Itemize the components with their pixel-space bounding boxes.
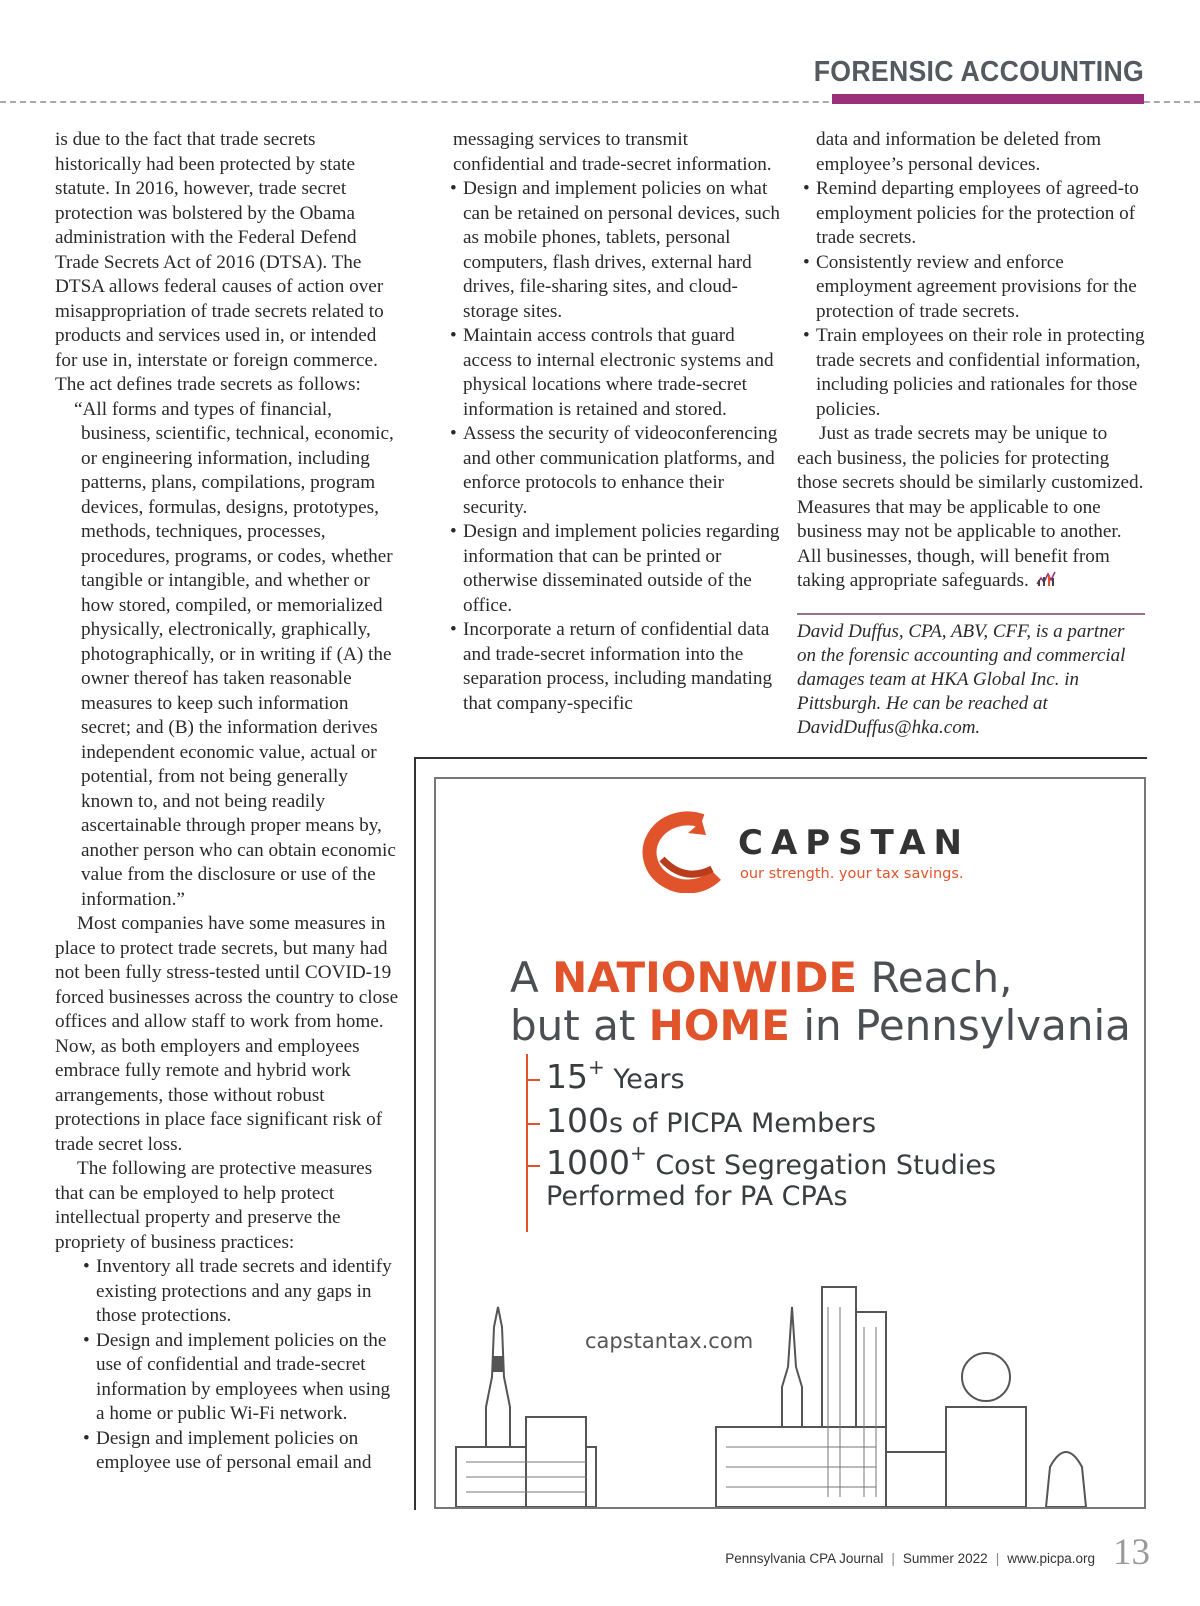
measures-list <box>79 1255 403 1476</box>
section-title-bar <box>832 94 1144 104</box>
stat-plus: + <box>588 1055 605 1079</box>
list-item: • Design and implement policies on the use of confidential and trade-secret information by employees when using a home or public Wi-Fi network. <box>79 1329 403 1427</box>
author-bio-text: David Duffus, CPA, ABV, CFF, is a partner on the forensic accounting and commercial damages team at HKA Global Inc. in Pittsburgh. He can be reached at DavidDuffus@hka.com. <box>797 621 1126 738</box>
list-item: • Design and implement policies regarding information that can be printed or otherwise disseminated outside of the office. <box>446 520 784 618</box>
list-item: • Assess the security of videoconferencing and other communication platforms, and enforce protocols to enhance their security. <box>446 422 784 520</box>
list-item: • Consistently review and enforce employment agreement provisions for the protection of trade secrets. <box>799 251 1145 325</box>
list-item-continuation: data and information be deleted from employee’s personal devices. <box>816 129 1102 175</box>
article-column-1 <box>55 128 403 1476</box>
capstan-c-logo-icon <box>632 809 732 893</box>
paragraph: is due to the fact that trade secrets historically had been protected by state statute. In 2016, however, trade secret protection was bolstered by the Obama administration with the Federal Defend Trade Secrets Act of 2016 (DTSA). The DTSA allows federal causes of action over misappropriation of trade secrets related to products and services used in, or intended for use in, interstate or foreign commerce. The act defines trade secrets as follows: <box>55 129 384 395</box>
ad-stat-members <box>546 1101 876 1140</box>
stat-label: Years <box>604 1064 685 1095</box>
stat-label: s of PICPA Members <box>609 1108 877 1139</box>
ad-brand-name: CAPSTAN <box>738 823 970 863</box>
list-item: • Inventory all trade secrets and identify existing protections and any gaps in those protections. <box>79 1255 403 1329</box>
stat-label: Cost Segregation Studies <box>646 1150 997 1181</box>
website-link[interactable]: www.picpa.org <box>1007 1551 1095 1566</box>
ad-timeline-tick <box>526 1165 540 1167</box>
author-bio <box>797 620 1145 740</box>
capstan-advertisement[interactable] <box>434 777 1146 1509</box>
headline-accent: HOME <box>648 1001 790 1050</box>
stat-number: 15 <box>546 1057 588 1096</box>
list-item: • Design and implement policies on employee use of personal email and <box>79 1427 403 1476</box>
philadelphia-skyline-illustration <box>436 1267 1144 1507</box>
paragraph: The following are protective measures that can be employed to help protect intellectual property and preserve the propriety of business practices: <box>55 1158 373 1253</box>
article-column-2 <box>446 128 784 716</box>
measures-list <box>446 177 784 716</box>
ad-headline <box>510 954 1131 1050</box>
issue-date: Summer 2022 <box>902 1551 988 1566</box>
bio-divider <box>797 613 1145 615</box>
list-item: • Train employees on their role in protecting trade secrets and confidential information, including policies and rationales for those policies. <box>799 324 1145 422</box>
section-title: FORENSIC ACCOUNTING <box>813 56 1144 88</box>
ad-website-link[interactable]: capstantax.com <box>585 1329 754 1353</box>
end-mark-icon <box>1035 570 1057 588</box>
page-footer: Pennsylvania CPA Journal | Summer 2022 | www.picpa.org <box>725 1551 1095 1566</box>
closing-text: Just as trade secrets may be unique to each business, the policies for protecting those secrets should be similarly customized. Measures that may be applicable to one business may not be applicable to another. All businesses, though, will benefit from taking appropriate safeguards. <box>797 423 1144 591</box>
journal-name: Pennsylvania CPA Journal <box>725 1551 884 1566</box>
headline-text: in Pennsylvania <box>790 1001 1131 1050</box>
ad-tagline: our strength. your tax savings. <box>740 866 964 882</box>
closing-paragraph <box>797 422 1145 594</box>
ad-stat-studies-line2: Performed for PA CPAs <box>546 1181 848 1212</box>
list-item: • Remind departing employees of agreed-to employment policies for the protection of trade secrets. <box>799 177 1145 251</box>
ad-stat-studies <box>546 1143 996 1182</box>
ad-timeline-tick <box>526 1079 540 1081</box>
list-item: • Design and implement policies on what can be retained on personal devices, such as mobile phones, tablets, personal computers, flash drives, external hard drives, file-sharing sites, and cloud-storage sites. <box>446 177 784 324</box>
dtsa-quote: “All forms and types of financial, business, scientific, technical, economic, or engineering information, including patterns, plans, compilations, program devices, formulas, designs, prototypes, methods, techniques, processes, procedures, programs, or codes, whether tangible or intangible, and whether or how stored, compiled, or memorialized physically, electronically, graphically, photographically, or in writing if (A) the owner thereof has taken reasonable measures to keep such information secret; and (B) the information derives independent economic value, actual or potential, from not being generally known to, and not being readily ascertainable through proper means by, another person who can obtain economic value from the disclosure or use of the information.” <box>74 398 396 910</box>
stat-plus: + <box>629 1141 647 1165</box>
headline-text: A <box>510 953 553 1002</box>
list-item: • Maintain access controls that guard access to internal electronic systems and physical locations where trade-secret information is retained and stored. <box>446 324 784 422</box>
page-number: 13 <box>1113 1532 1150 1573</box>
stat-number: 1000 <box>546 1143 630 1182</box>
article-column-3 <box>797 128 1145 594</box>
headline-text: but at <box>510 1001 649 1050</box>
headline-text: Reach, <box>857 953 1013 1002</box>
list-item-continuation: messaging services to transmit confidential and trade-secret information. <box>453 129 772 175</box>
measures-list <box>799 177 1145 422</box>
headline-accent: NATIONWIDE <box>552 953 858 1002</box>
ad-stat-years <box>546 1057 685 1096</box>
list-item: • Incorporate a return of confidential data and trade-secret information into the separation process, including mandating that company-specific <box>446 618 784 716</box>
stat-number: 100 <box>546 1101 609 1140</box>
ad-timeline-tick <box>526 1123 540 1125</box>
paragraph: Most companies have some measures in place to protect trade secrets, but many had not been fully stress-tested until COVID-19 forced businesses across the country to close offices and allow staff to work from home. Now, as both employers and employees embrace fully remote and hybrid work arrangements, those without robust protections in place face significant risk of trade secret loss. <box>55 913 399 1155</box>
